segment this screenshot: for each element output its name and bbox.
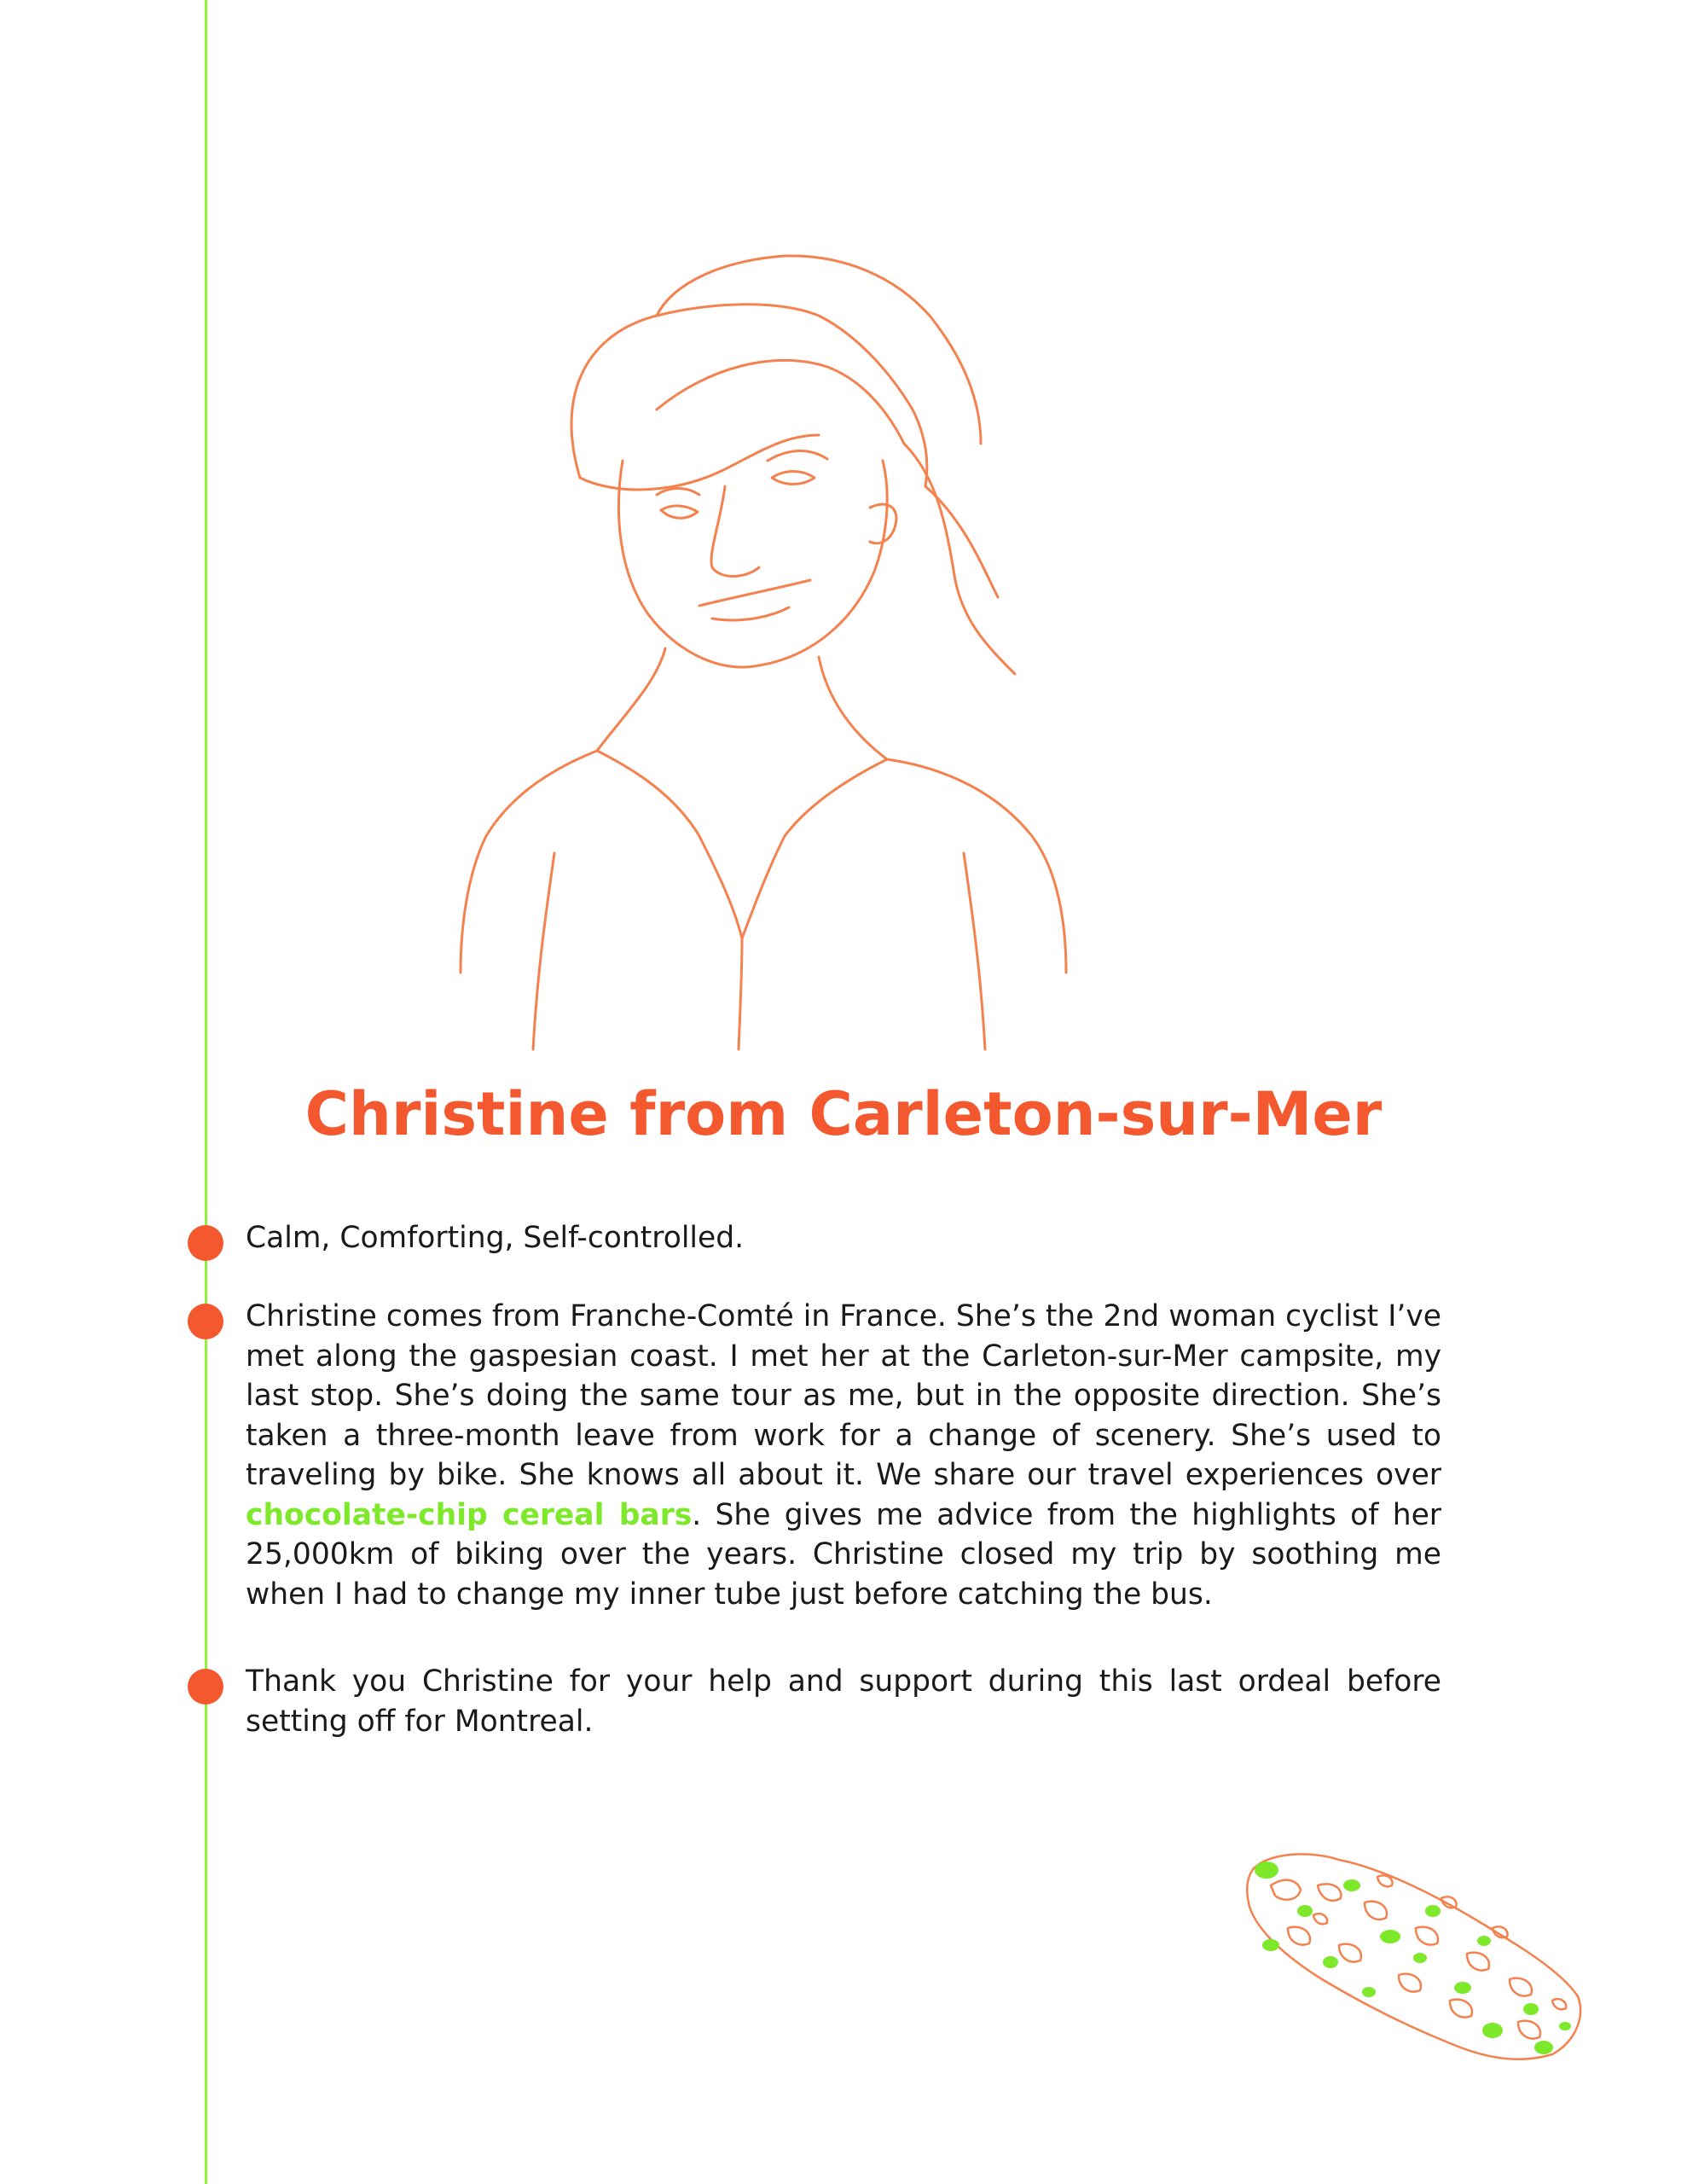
chocolate-chip-highlight: chocolate-chip cereal bars: [246, 1497, 693, 1532]
thanks-paragraph: Thank you Christine for your help and support during this last ordeal before setting off for Montreal.: [246, 1664, 1441, 1739]
cereal-bar-illustration: [1237, 1834, 1595, 2073]
woman-portrait-illustration: [452, 239, 1271, 1058]
page-title: Christine from Carleton-sur-Mer: [304, 1079, 1383, 1149]
bullet-dot: [188, 1304, 223, 1339]
story-text-after: . She gives me advice from the highlights of her 25,000km of biking over the years. Christine closed my trip by soothing me when I had to change my inner tube just before catching the bus.: [246, 1497, 1441, 1612]
bullet-dot: [188, 1225, 223, 1261]
story-text-before: Christine comes from Franche-Comté in France. She’s the 2nd woman cyclist I’ve met along the gaspesian coast. I met her at the Carleton-sur-Mer campsite, my last stop. She’s doing the same tour as me, but in the opposite direction. She’s taken a three-month leave from work for a change of scenery. She’s used to traveling by bike. She knows all about it. We share our travel experiences over: [246, 1299, 1441, 1492]
bullet-dot: [188, 1669, 223, 1705]
traits-paragraph: Calm, Comforting, Self-controlled.: [246, 1221, 745, 1255]
story-paragraph: [246, 1297, 1441, 1614]
